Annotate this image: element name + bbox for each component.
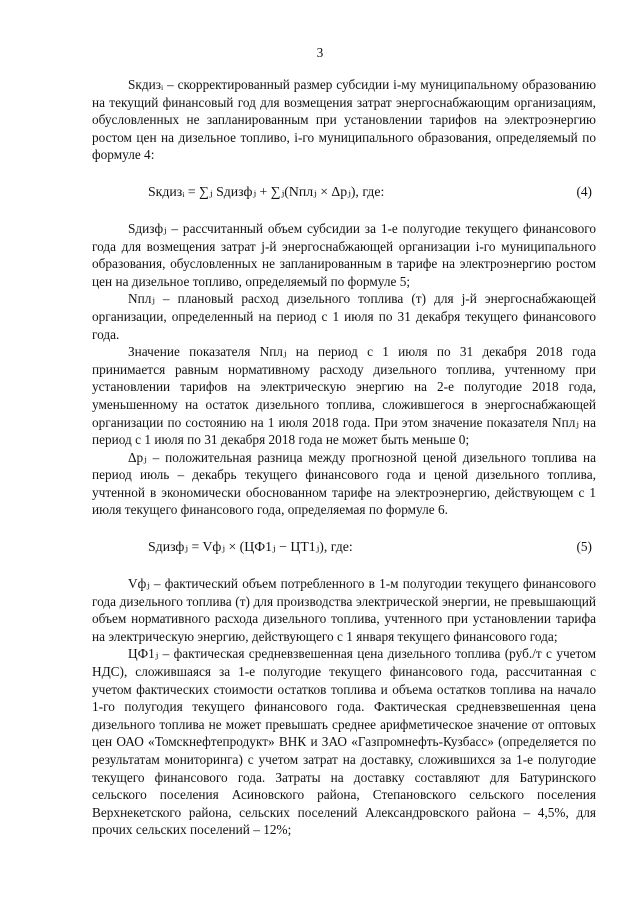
- paragraph-npl-definition: Nплⱼ – плановый расход дизельного топлива (т) для j-й энергоснабжающей организации, определенный на период с 1 июля по 31 декабря текущего финансового года.: [92, 291, 596, 342]
- formula-5: [92, 527, 596, 567]
- page-number: 3: [316, 45, 324, 60]
- paragraph-dp-definition: Δpⱼ – положительная разница между прогнозной ценой дизельного топлива на период июль – декабрь текущего финансового года и ценой дизельного топлива, учтенной в экономически обоснованном тарифе на электроэнергию, действующем с 1 июля текущего финансового года, определяемая по формуле 6.: [92, 449, 596, 518]
- paragraph-skdiz-definition: Sкдизᵢ – скорректированный размер субсидии i-му муниципальному образованию на текущий финансовый год для возмещения затрат энергоснабжающим организациям, обусловленных не запланированным при установлении тарифов на электроэнергию ростом цен на дизельное топливо, i-го муниципального образования, определяемый по формуле 4:: [92, 77, 596, 163]
- paragraph-cf1-definition: ЦФ1ⱼ – фактическая средневзвешенная цена дизельного топлива (руб./т с учетом НДС), сложившаяся за 1-е полугодие текущего финансового года, рассчитанная с учетом фактических стоимости остатков топлива и объема остатков топлива на начало 1-го полугодия текущего финансового года. Фактическая средневзвешенная цена дизельного топлива не может превышать среднее арифметическое значение от оптовых цен ОАО «Томскнефтепродукт» ВНК и ЗАО «Газпромнефть-Кузбасс» (определяется по результатам мониторинга) с учетом затрат на доставку, сложившихся за 1-е полугодие текущего финансового года. Затраты на доставку составляют для Батуринского сельского поселения Асиновского района, Степановского сельского поселения Верхнекетского района, сельских поселений Александровского района – 4,5%, для прочих сельских поселений – 12%;: [92, 646, 596, 838]
- document-body: [92, 76, 596, 839]
- formula-5-expression: Sдизфⱼ = Vфⱼ × (ЦФ1ⱼ − ЦТ1ⱼ), где:: [148, 539, 353, 555]
- paragraph-npl-value: Значение показателя Nплⱼ на период с 1 июля по 31 декабря 2018 года принимается равным нормативному расходу дизельного топлива, учтенному при установлении тарифов на электрическую энергию на 2-е полугодие 2018 года, уменьшенному на остаток дизельного топлива, сложившегося в энергоснабжающей организации по состоянию на 1 июля 2018 года. При этом значение показателя Nплⱼ на период с 1 июля по 31 декабря 2018 года не может быть меньше 0;: [92, 344, 596, 448]
- formula-4-expression: Sкдизᵢ = ∑ⱼ Sдизфⱼ + ∑ⱼ(Nплⱼ × Δpⱼ), где:: [148, 183, 385, 199]
- paragraph-sdizf-definition: Sдизфⱼ – рассчитанный объем субсидии за 1-е полугодие текущего финансового года для возмещения затрат j-й энергоснабжающей организации i-го муниципального образования, обусловленных не запланированным в тарифе на электроэнергию ростом цен на дизельное топливо, определяемый по формуле 5;: [92, 220, 596, 289]
- formula-4: [92, 172, 596, 212]
- formula-5-number: (5): [576, 539, 592, 555]
- formula-4-number: (4): [576, 183, 592, 199]
- paragraph-vf-definition: Vфⱼ – фактический объем потребленного в 1-м полугодии текущего финансового года дизельного топлива (т) для производства электрической энергии, не превышающий объем нормативного расхода дизельного топлива, учтенного при установлении тарифа на электрическую энергию, действующего с 1 января текущего финансового года;: [92, 576, 596, 644]
